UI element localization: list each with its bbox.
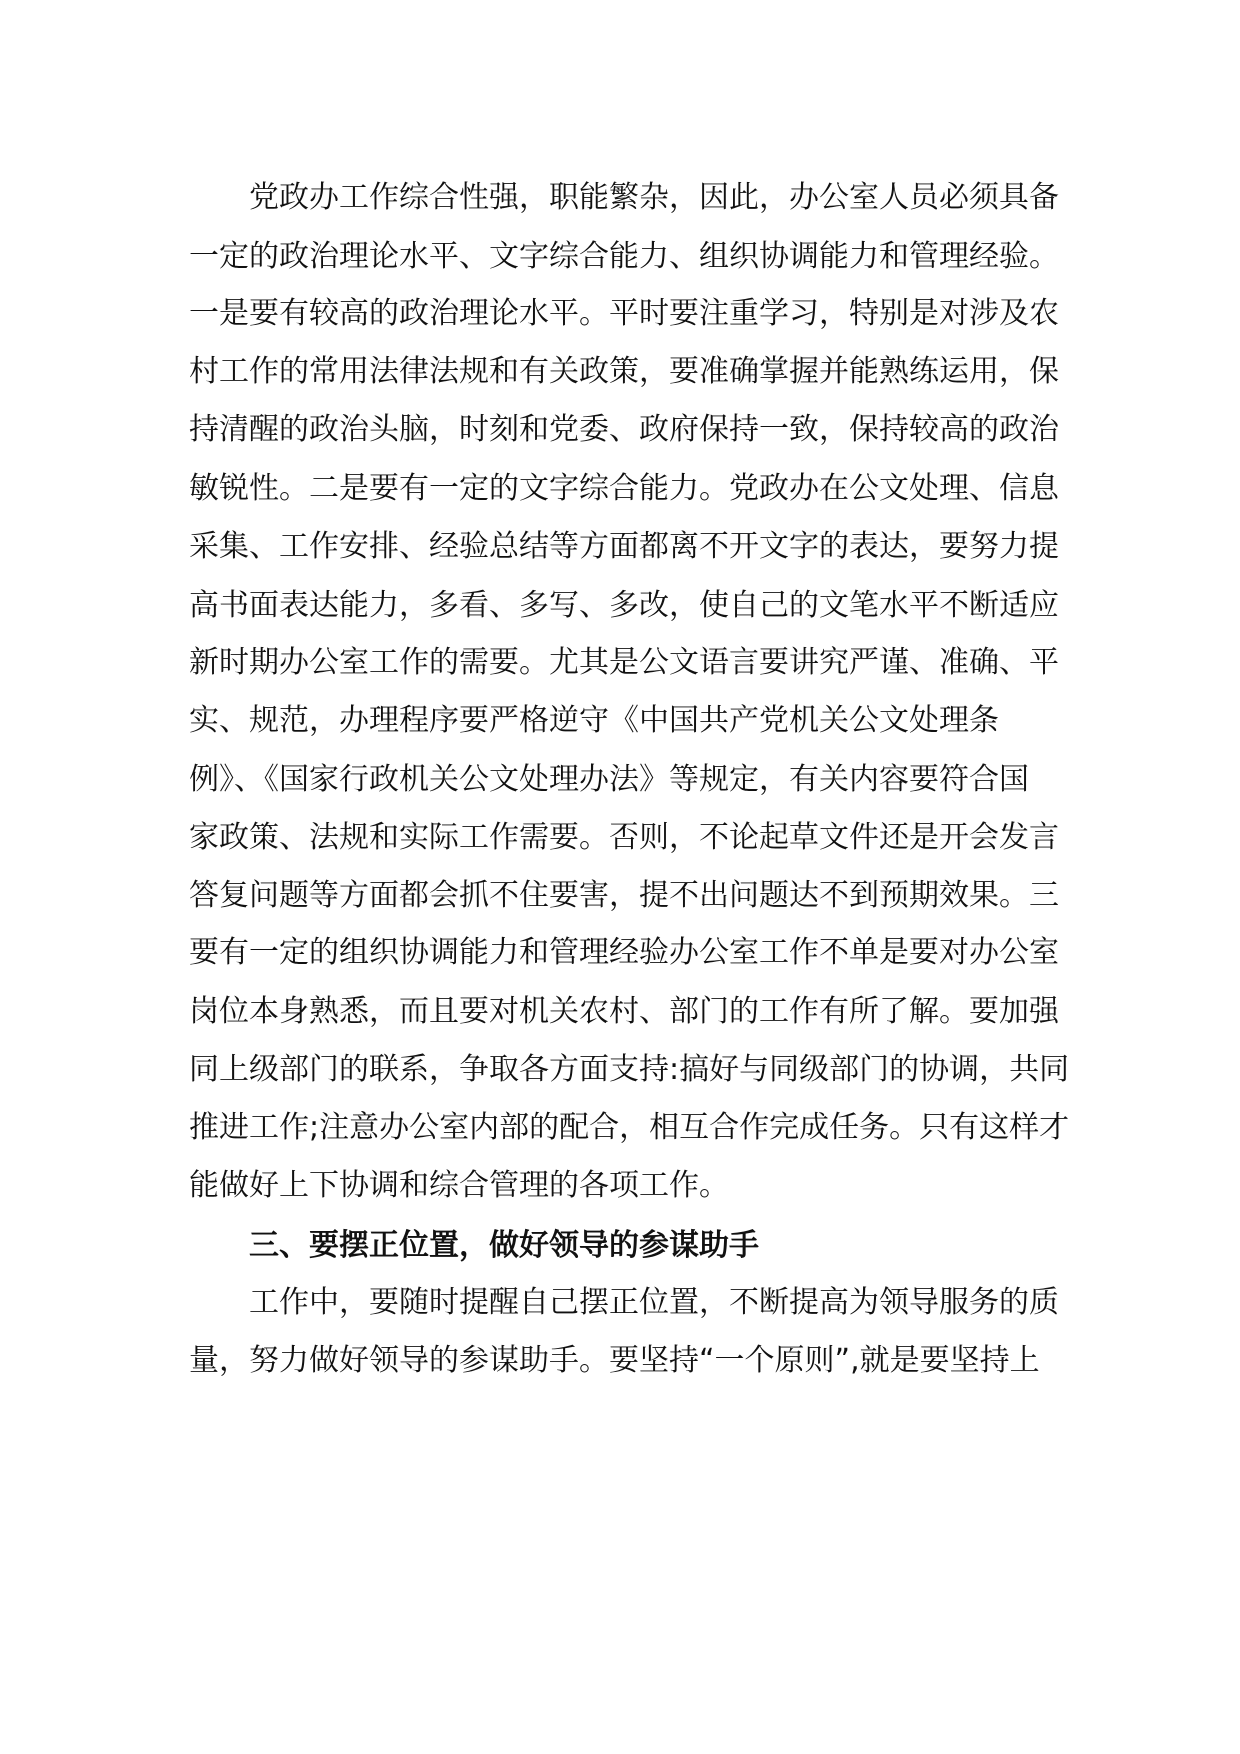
paragraph-line: 推进工作;注意办公室内部的配合，相互合作完成任务。只有这样才 [189,1110,1070,1145]
paragraph-line: 采集、工作安排、经验总结等方面都离不开文字的表达，要努力提 [189,529,1059,564]
paragraph-line: 持清醒的政治头脑，时刻和党委、政府保持一致，保持较高的政治 [189,412,1059,447]
paragraph-line: 能做好上下协调和综合管理的各项工作。 [189,1168,729,1203]
paragraph-line: 实、规范，办理程序要严格逆守《中国共产党机关公文处理条 [189,703,999,738]
paragraph-line: 要有一定的组织协调能力和管理经验办公室工作不单是要对办公室 [189,935,1059,970]
paragraph-line: 同上级部门的联系，争取各方面支持:搞好与同级部门的协调，共同 [189,1052,1070,1087]
paragraph-line: 家政策、法规和实际工作需要。否则，不论起草文件还是开会发言 [189,820,1059,855]
paragraph-line: 一是要有较高的政治理论水平。平时要注重学习，特别是对涉及农 [189,296,1059,331]
paragraph-line: 村工作的常用法律法规和有关政策，要准确掌握并能熟练运用，保 [189,354,1059,389]
paragraph-line: 敏锐性。二是要有一定的文字综合能力。党政办在公文处理、信息 [189,471,1059,506]
paragraph-line: 工作中，要随时提醒自己摆正位置，不断提高为领导服务的质 [249,1285,1059,1320]
paragraph-line: 例》、《国家行政机关公文处理办法》等规定，有关内容要符合国 [189,762,1029,797]
paragraph-line: 党政办工作综合性强，职能繁杂，因此，办公室人员必须具备 [249,180,1059,215]
section-heading: 三、要摆正位置，做好领导的参谋助手 [249,1228,759,1263]
paragraph-line: 量，努力做好领导的参谋助手。要坚持“一个原则”,就是要坚持上 [189,1343,1040,1378]
paragraph-line: 一定的政治理论水平、文字综合能力、组织协调能力和管理经验。 [189,239,1059,274]
paragraph-line: 新时期办公室工作的需要。尤其是公文语言要讲究严谨、准确、平 [189,645,1059,680]
paragraph-line: 岗位本身熟悉，而且要对机关农村、部门的工作有所了解。要加强 [189,994,1059,1029]
paragraph-line: 高书面表达能力，多看、多写、多改，使自己的文笔水平不断适应 [189,588,1059,623]
paragraph-line: 答复问题等方面都会抓不住要害，提不出问题达不到预期效果。三 [189,878,1059,913]
